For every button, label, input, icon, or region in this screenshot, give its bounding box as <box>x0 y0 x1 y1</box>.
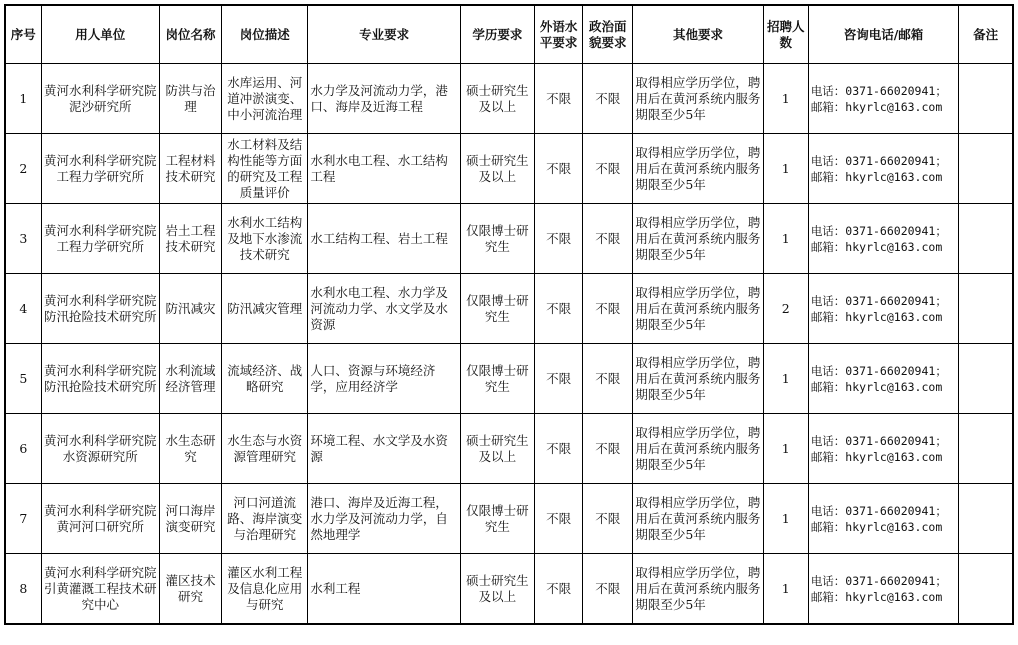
table-row <box>5 414 1013 484</box>
recruitment-table <box>4 4 1014 625</box>
contact-phone: 电话：0371-66020941； <box>810 433 947 448</box>
cell-contact <box>808 134 958 204</box>
cell-lang: 不限 <box>535 344 583 414</box>
cell-seq: 5 <box>5 344 41 414</box>
cell-count: 1 <box>763 414 808 484</box>
cell-other: 取得相应学历学位，聘用后在黄河系统内服务期限至少5年 <box>633 204 763 274</box>
cell-other: 取得相应学历学位，聘用后在黄河系统内服务期限至少5年 <box>633 554 763 625</box>
contact-phone: 电话：0371-66020941； <box>810 223 947 238</box>
cell-count: 1 <box>763 134 808 204</box>
cell-contact <box>808 274 958 344</box>
header-seq: 序号 <box>5 5 41 64</box>
cell-post: 水利流域经济管理 <box>159 344 221 414</box>
contact-email: 邮箱：hkyrlc@163.com <box>810 239 943 254</box>
cell-seq: 2 <box>5 134 41 204</box>
cell-edu: 仅限博士研究生 <box>460 274 534 344</box>
cell-desc: 流域经济、战略研究 <box>222 344 308 414</box>
cell-edu: 仅限博士研究生 <box>460 344 534 414</box>
cell-edu: 硕士研究生及以上 <box>460 64 534 134</box>
cell-unit: 黄河水利科学研究院防汛抢险技术研究所 <box>41 344 159 414</box>
cell-other: 取得相应学历学位，聘用后在黄河系统内服务期限至少5年 <box>633 484 763 554</box>
header-major: 专业要求 <box>308 5 460 64</box>
header-lang: 外语水平要求 <box>535 5 583 64</box>
cell-post: 防汛减灾 <box>159 274 221 344</box>
cell-unit: 黄河水利科学研究院水资源研究所 <box>41 414 159 484</box>
cell-count: 1 <box>763 204 808 274</box>
table-row <box>5 484 1013 554</box>
cell-unit: 黄河水利科学研究院工程力学研究所 <box>41 134 159 204</box>
cell-note <box>959 64 1013 134</box>
cell-note <box>959 344 1013 414</box>
contact-email: 邮箱：hkyrlc@163.com <box>810 379 943 394</box>
cell-pol: 不限 <box>583 344 633 414</box>
table-row <box>5 204 1013 274</box>
cell-note <box>959 414 1013 484</box>
header-contact: 咨询电话/邮箱 <box>808 5 958 64</box>
cell-seq: 1 <box>5 64 41 134</box>
contact-phone: 电话：0371-66020941； <box>810 503 947 518</box>
cell-major: 港口、海岸及近海工程，水力学及河流动力学，自然地理学 <box>308 484 460 554</box>
cell-count: 1 <box>763 554 808 625</box>
cell-major: 水利水电工程、水工结构工程 <box>308 134 460 204</box>
cell-desc: 灌区水利工程及信息化应用与研究 <box>222 554 308 625</box>
cell-count: 1 <box>763 64 808 134</box>
cell-desc: 水库运用、河道冲淤演变、中小河流治理 <box>222 64 308 134</box>
table-row <box>5 134 1013 204</box>
header-count: 招聘人数 <box>763 5 808 64</box>
cell-post: 防洪与治理 <box>159 64 221 134</box>
cell-post: 水生态研究 <box>159 414 221 484</box>
cell-lang: 不限 <box>535 274 583 344</box>
cell-pol: 不限 <box>583 64 633 134</box>
cell-seq: 4 <box>5 274 41 344</box>
cell-desc: 防汛减灾管理 <box>222 274 308 344</box>
header-note: 备注 <box>959 5 1013 64</box>
cell-seq: 7 <box>5 484 41 554</box>
contact-phone: 电话：0371-66020941； <box>810 293 947 308</box>
table-row <box>5 274 1013 344</box>
cell-post: 河口海岸演变研究 <box>159 484 221 554</box>
cell-pol: 不限 <box>583 554 633 625</box>
cell-unit: 黄河水利科学研究院引黄灌溉工程技术研究中心 <box>41 554 159 625</box>
cell-lang: 不限 <box>535 554 583 625</box>
cell-other: 取得相应学历学位，聘用后在黄河系统内服务期限至少5年 <box>633 274 763 344</box>
contact-email: 邮箱：hkyrlc@163.com <box>810 519 943 534</box>
cell-unit: 黄河水利科学研究院泥沙研究所 <box>41 64 159 134</box>
cell-note <box>959 204 1013 274</box>
table-row <box>5 554 1013 625</box>
cell-contact <box>808 484 958 554</box>
header-row <box>5 5 1013 64</box>
cell-edu: 仅限博士研究生 <box>460 204 534 274</box>
cell-major: 水力学及河流动力学，港口、海岸及近海工程 <box>308 64 460 134</box>
cell-contact <box>808 204 958 274</box>
cell-desc: 河口河道流路、海岸演变与治理研究 <box>222 484 308 554</box>
cell-count: 2 <box>763 274 808 344</box>
cell-desc: 水利水工结构及地下水渗流技术研究 <box>222 204 308 274</box>
header-other: 其他要求 <box>633 5 763 64</box>
contact-email: 邮箱：hkyrlc@163.com <box>810 309 943 324</box>
cell-lang: 不限 <box>535 204 583 274</box>
cell-unit: 黄河水利科学研究院工程力学研究所 <box>41 204 159 274</box>
cell-edu: 仅限博士研究生 <box>460 484 534 554</box>
contact-email: 邮箱：hkyrlc@163.com <box>810 169 943 184</box>
cell-post: 岩土工程技术研究 <box>159 204 221 274</box>
cell-desc: 水生态与水资源管理研究 <box>222 414 308 484</box>
cell-count: 1 <box>763 484 808 554</box>
cell-contact <box>808 414 958 484</box>
cell-pol: 不限 <box>583 204 633 274</box>
cell-unit: 黄河水利科学研究院黄河河口研究所 <box>41 484 159 554</box>
cell-contact <box>808 554 958 625</box>
cell-pol: 不限 <box>583 414 633 484</box>
cell-note <box>959 134 1013 204</box>
cell-lang: 不限 <box>535 414 583 484</box>
contact-phone: 电话：0371-66020941； <box>810 573 947 588</box>
cell-edu: 硕士研究生及以上 <box>460 414 534 484</box>
cell-seq: 8 <box>5 554 41 625</box>
header-desc: 岗位描述 <box>222 5 308 64</box>
table-row <box>5 64 1013 134</box>
cell-major: 人口、资源与环境经济学，应用经济学 <box>308 344 460 414</box>
table-row <box>5 344 1013 414</box>
cell-pol: 不限 <box>583 134 633 204</box>
contact-phone: 电话：0371-66020941； <box>810 83 947 98</box>
cell-unit: 黄河水利科学研究院防汛抢险技术研究所 <box>41 274 159 344</box>
header-edu: 学历要求 <box>460 5 534 64</box>
cell-contact <box>808 344 958 414</box>
contact-email: 邮箱：hkyrlc@163.com <box>810 589 943 604</box>
cell-major: 水利水电工程、水力学及河流动力学、水文学及水资源 <box>308 274 460 344</box>
cell-seq: 6 <box>5 414 41 484</box>
contact-email: 邮箱：hkyrlc@163.com <box>810 99 943 114</box>
cell-pol: 不限 <box>583 484 633 554</box>
recruitment-table-container <box>4 4 1014 625</box>
cell-contact <box>808 64 958 134</box>
contact-phone: 电话：0371-66020941； <box>810 363 947 378</box>
cell-lang: 不限 <box>535 134 583 204</box>
cell-post: 工程材料技术研究 <box>159 134 221 204</box>
cell-other: 取得相应学历学位，聘用后在黄河系统内服务期限至少5年 <box>633 64 763 134</box>
cell-lang: 不限 <box>535 484 583 554</box>
cell-note <box>959 274 1013 344</box>
cell-count: 1 <box>763 344 808 414</box>
cell-other: 取得相应学历学位，聘用后在黄河系统内服务期限至少5年 <box>633 414 763 484</box>
cell-lang: 不限 <box>535 64 583 134</box>
contact-email: 邮箱：hkyrlc@163.com <box>810 449 943 464</box>
cell-pol: 不限 <box>583 274 633 344</box>
cell-major: 环境工程、水文学及水资源 <box>308 414 460 484</box>
cell-seq: 3 <box>5 204 41 274</box>
cell-note <box>959 484 1013 554</box>
cell-note <box>959 554 1013 625</box>
contact-phone: 电话：0371-66020941； <box>810 153 947 168</box>
cell-desc: 水工材料及结构性能等方面的研究及工程质量评价 <box>222 134 308 204</box>
cell-other: 取得相应学历学位，聘用后在黄河系统内服务期限至少5年 <box>633 134 763 204</box>
header-pol: 政治面貌要求 <box>583 5 633 64</box>
cell-major: 水利工程 <box>308 554 460 625</box>
header-post: 岗位名称 <box>159 5 221 64</box>
cell-edu: 硕士研究生及以上 <box>460 554 534 625</box>
cell-other: 取得相应学历学位，聘用后在黄河系统内服务期限至少5年 <box>633 344 763 414</box>
cell-edu: 硕士研究生及以上 <box>460 134 534 204</box>
header-unit: 用人单位 <box>41 5 159 64</box>
cell-major: 水工结构工程、岩土工程 <box>308 204 460 274</box>
cell-post: 灌区技术研究 <box>159 554 221 625</box>
